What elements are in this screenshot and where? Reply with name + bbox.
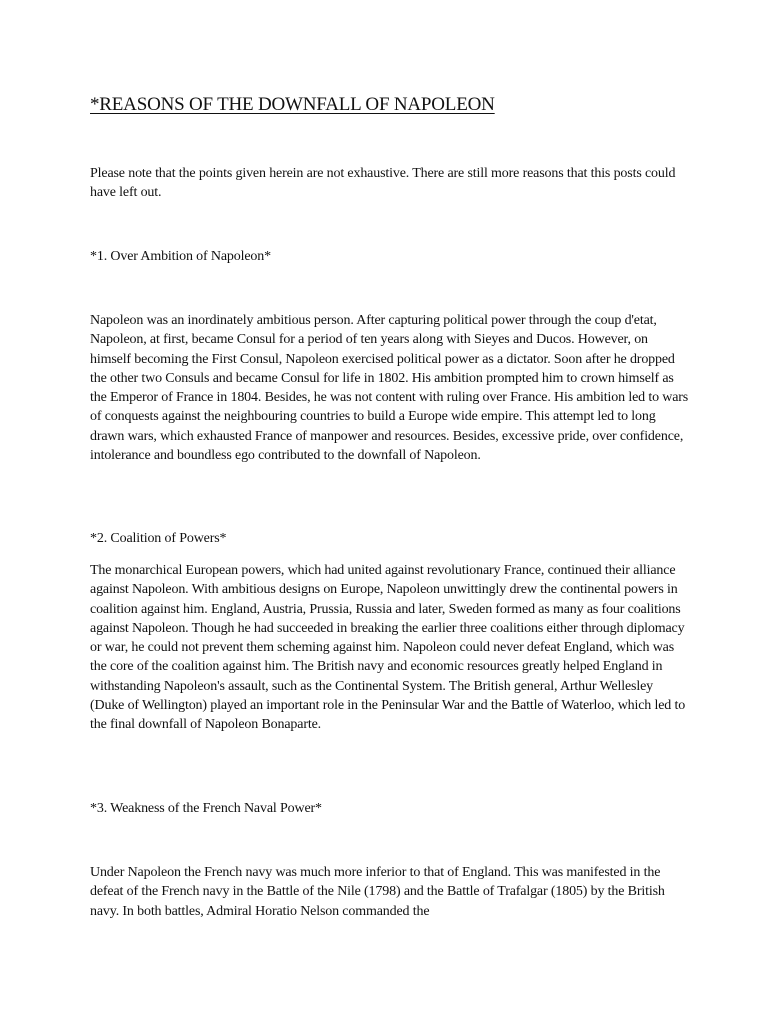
document-title: *REASONS OF THE DOWNFALL OF NAPOLEON: [90, 94, 495, 115]
intro-paragraph: Please note that the points given herein are not exhaustive. There are still more reasons that this posts could have left out.: [90, 166, 676, 201]
section-body-3: Under Napoleon the French navy was much more inferior to that of England. This was manifested in the defeat of the French navy in the Battle of the Nile (1798) and the Battle of Trafalgar (1805) by the British navy. In both battles, Admiral Horatio Nelson commanded the: [90, 865, 665, 919]
document-content: [90, 92, 690, 919]
section-heading-1: *1. Over Ambition of Napoleon*: [90, 249, 271, 264]
section-body-2: The monarchical European powers, which had united against revolutionary France, continued their alliance against Napoleon. With ambitious designs on Europe, Napoleon unwittingly drew the continental powers in coalition against him. England, Austria, Prussia, Russia and later, Sweden formed as many as four coalitions against Napoleon. Though he had succeeded in breaking the earlier three coalitions either through diplomacy or war, he could not prevent them scheming against him. Napoleon could never defeat England, which was the core of the coalition against him. The British navy and economic resources greatly helped England in withstanding Napoleon's assault, such as the Continental System. The British general, Arthur Wellesley (Duke of Wellington) played an important role in the Peninsular War and the Battle of Waterloo, which led to the final downfall of Napoleon Bonaparte.: [90, 563, 686, 733]
section-body-1: Napoleon was an inordinately ambitious person. After capturing political power through the coup d'etat, Napoleon, at first, became Consul for a period of ten years along with Sieyes and Ducos. However, on himself becoming the First Consul, Napoleon exercised political power as a dictator. Soon after he dropped the other two Consuls and became Consul for life in 1802. His ambition prompted him to crown himself as the Emperor of France in 1804. Besides, he was not content with ruling over France. His ambition led to wars of conquests against the neighbouring countries to build a Europe wide empire. This attempt led to long drawn wars, which exhausted France of manpower and resources. Besides, excessive pride, over confidence, intolerance and boundless ego contributed to the downfall of Napoleon.: [90, 313, 689, 464]
section-heading-3: *3. Weakness of the French Naval Power*: [90, 801, 322, 816]
section-heading-2: *2. Coalition of Powers*: [90, 531, 227, 546]
